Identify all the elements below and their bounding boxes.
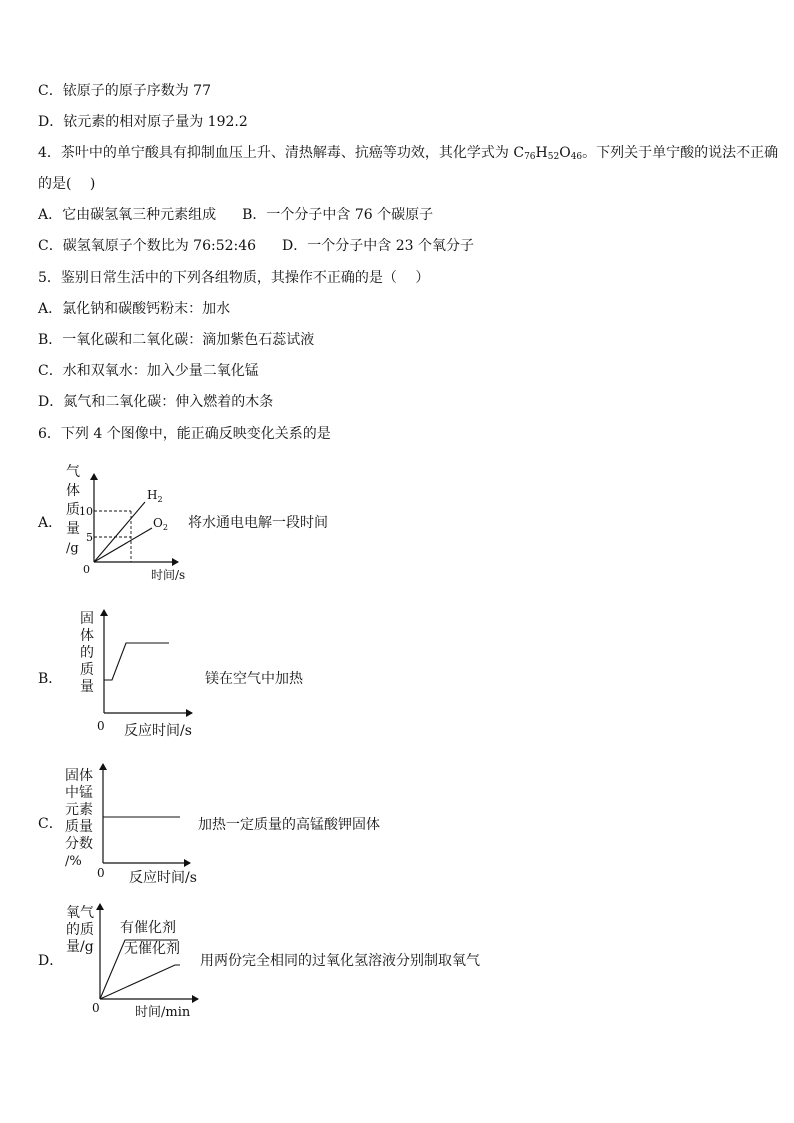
graph-b-ylabel-2: 的 [80,645,94,661]
graph-a-label-o2 [153,516,168,532]
q3-option-c: C．铱原子的原子序数为 77 [38,83,211,99]
graph-a-ylabel-4: /g [66,541,79,556]
graph-a-line-o2 [94,528,152,562]
graph-b-ylabel-1: 体 [80,628,94,644]
formula-sub-c: 76 [524,152,536,162]
graph-c-origin: 0 [97,866,105,880]
graph-b-description: 镁在空气中加热 [205,671,303,687]
q5-option-a: A．氯化钠和碳酸钙粉末：加水 [38,301,231,317]
graph-c-ylabel-0: 固体 [65,768,93,784]
formula-sub-o: 46 [570,152,583,162]
graph-b-xlabel: 反应时间/s [124,723,192,739]
graph-d-origin: 0 [92,1001,100,1015]
q6-option-a-label: A． [38,515,63,531]
graph-c-ylabel-5: /% [65,854,82,869]
graph-a-xlabel: 时间/s [151,568,186,582]
graph-c-description: 加热一定质量的高锰酸钾固体 [198,817,380,833]
graph-b-ylabel-3: 质 [80,662,94,678]
q5-option-b: B．一氧化碳和二氧化碳：滴加紫色石蕊试液 [38,332,315,348]
graph-b-curve [104,643,169,680]
q4-stem-post: 。下列关于单宁酸的说法不正确 [582,145,779,161]
graph-b-ylabel-4: 量 [80,679,94,695]
graph-a-ylabel-1: 体 [66,483,80,499]
graph-b-ylabel-0: 固 [80,611,94,627]
graph-a-ytick-10: 10 [79,505,93,518]
graph-c-ylabel-1: 中锰 [65,785,93,801]
graph-c [65,764,197,886]
graph-d-xlabel: 时间/min [135,1005,191,1020]
graph-a [66,464,185,582]
q5-stem: 5．鉴别日常生活中的下列各组物质，其操作不正确的是（ ） [38,270,430,286]
q3-option-d: D．铱元素的相对原子量为 192.2 [38,114,248,130]
q5-option-d: D．氮气和二氧化碳：伸入燃着的木条 [38,394,274,410]
q4-option-a: A．它由碳氢氧三种元素组成 [38,207,217,223]
graph-a-label-o2-main: O [153,516,163,530]
q6-option-d-label: D． [38,953,64,969]
graph-a-description: 将水通电电解一段时间 [188,515,328,531]
graph-d-description: 用两份完全相同的过氧化氢溶液分别制取氧气 [200,953,480,969]
graph-a-label-h2-main: H [147,488,158,502]
graph-c-ylabel-4: 分数 [65,836,93,852]
q4-option-c: C．碳氢氧原子个数比为 76:52:46 [38,238,257,254]
graph-c-ylabel-3: 质量 [65,819,93,835]
graph-a-ytick-5: 5 [86,531,93,544]
q6-stem: 6．下列 4 个图像中，能正确反映变化关系的是 [38,426,331,442]
graph-c-xlabel: 反应时间/s [129,870,197,886]
q6-option-b-label: B． [38,671,63,687]
graph-d-label-no-catalyst: 无催化剂 [124,941,180,957]
graph-a-ylabel-0: 气 [66,464,80,480]
graph-d-label-catalyst: 有催化剂 [120,920,176,936]
formula-o: O [559,145,571,161]
q5-option-c: C．水和双氧水：加入少量二氧化锰 [38,363,259,379]
graph-a-label-h2-sub: 2 [157,495,163,504]
graph-a-origin: 0 [83,563,90,576]
q4-option-b: B．一个分子中含 76 个碳原子 [242,207,434,223]
formula-h: H [535,145,548,161]
graph-d-ylabel-1: 的质 [66,922,94,938]
graph-d [66,904,198,1020]
q4-stem-cont: 的是( ) [38,176,96,192]
q4-stem-pre: 4．茶叶中的单宁酸具有抑制血压上升、清热解毒、抗癌等功效，其化学式为 C [38,145,525,161]
q4-option-d: D．一个分子中含 23 个氧分子 [282,238,474,254]
graph-c-ylabel-2: 元素 [65,802,93,818]
graph-b [80,610,192,739]
graph-a-label-h2 [147,488,163,504]
graph-d-ylabel-2: 量/g [66,939,94,955]
graph-a-ylabel-3: 量 [66,521,80,537]
graph-b-origin: 0 [97,719,105,733]
graph-a-ylabel-2: 质 [66,502,80,518]
graph-a-label-o2-sub: 2 [162,523,168,532]
q6-option-c-label: C． [38,816,63,832]
formula-sub-h: 52 [547,152,560,162]
graph-d-ylabel-0: 氧气 [66,905,94,921]
